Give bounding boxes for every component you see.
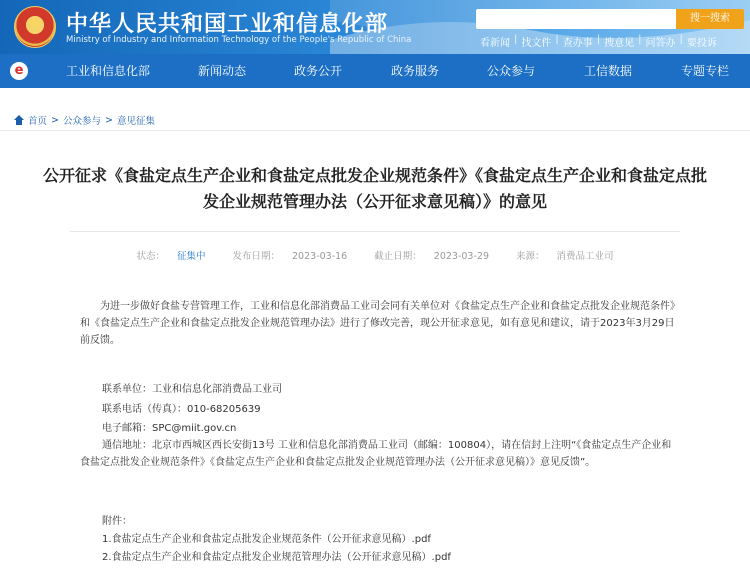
divider [0, 130, 750, 131]
search-input[interactable] [476, 9, 676, 29]
status-badge: 征集中 [176, 251, 206, 262]
site-title-english: Ministry of Industry and Information Technology of the People's Republic of China [66, 35, 412, 45]
separator: | [555, 34, 559, 45]
deadline-label: 截止日期： [374, 251, 422, 262]
nav-item-gov-info[interactable]: 政务公开 [294, 64, 343, 78]
publish-date: 2023-03-16 [292, 251, 348, 262]
main-nav [0, 54, 750, 88]
divider [70, 231, 680, 232]
quicklink-complaint[interactable]: 要投诉 [686, 38, 717, 49]
breadcrumb-separator: > [105, 114, 113, 126]
separator: | [514, 34, 518, 45]
intro-paragraph: 为进一步做好食盐专营管理工作，工业和信息化部消费品工业司会同有关单位对《食盐定点生产企业和食盐定点批发企业规范条件》和《食盐定点生产企业和食盐定点批发企业规范管理办法》进行了修改完善，现公开征求意见，如有意见和建议，请于2023年3月29日前反馈。 [80, 301, 680, 346]
nav-item-data[interactable]: 工信数据 [584, 64, 633, 78]
mailing-address: 通信地址：北京市西城区西长安街13号 工业和信息化部消费品工业司（邮编：100804），请在信封上注明“《食盐定点生产企业和食盐定点批发企业规范条件》《食盐定点生产企业和食盐定点批发企业规范管理办法（公开征求意见稿）》意见反馈”。 [80, 440, 672, 468]
publish-label: 发布日期： [232, 251, 281, 262]
nav-item-news[interactable]: 新闻动态 [198, 64, 247, 78]
status-label: 状态： [136, 251, 165, 262]
site-title[interactable]: 中华人民共和国工业和信息化部 [66, 12, 389, 37]
deadline-date: 2023-03-29 [433, 251, 489, 262]
separator: | [596, 34, 601, 45]
nav-item-topics[interactable]: 专题专栏 [681, 64, 730, 78]
attachment-link[interactable]: 1.食盐定点生产企业和食盐定点批发企业规范条件（公开征求意见稿）.pdf [102, 534, 431, 545]
quick-links [476, 34, 721, 49]
search-button[interactable]: 搜一搜索 [676, 9, 744, 29]
quicklink-files[interactable]: 找文件 [521, 38, 552, 49]
e-logo-icon[interactable]: e [10, 62, 28, 80]
nav-item-gov-service[interactable]: 政务服务 [391, 64, 440, 78]
breadcrumb-public-participation[interactable]: 公众参与 [62, 116, 101, 127]
quicklink-services[interactable]: 查办事 [562, 38, 593, 49]
source-label: 来源： [516, 251, 545, 262]
national-emblem-icon[interactable]: ★ [14, 6, 56, 48]
attachments-label: 附件： [102, 516, 132, 527]
quicklink-news[interactable]: 看新闻 [480, 38, 510, 49]
contact-unit: 联系单位：工业和信息化部消费品工业司 [102, 384, 282, 395]
nav-item-public-participation[interactable]: 公众参与 [487, 64, 536, 78]
quicklink-qa[interactable]: 问答办 [645, 38, 676, 49]
breadcrumb-separator: > [51, 114, 59, 126]
article-title: 公开征求《食盐定点生产企业和食盐定点批发企业规范条件》《食盐定点生产企业和食盐定点批发企业规范管理办法（公开征求意见稿）》的意见 [42, 166, 707, 211]
home-icon [14, 115, 24, 125]
breadcrumb-home[interactable]: 首页 [28, 116, 48, 127]
separator: | [679, 34, 683, 45]
attachment-link[interactable]: 2.食盐定点生产企业和食盐定点批发企业规范管理办法（公开征求意见稿）.pdf [102, 552, 451, 563]
nav-item-ministry[interactable]: 工业和信息化部 [66, 64, 151, 78]
breadcrumb-opinion-collection[interactable]: 意见征集 [116, 116, 155, 127]
contact-email: 电子邮箱：SPC@miit.gov.cn [102, 423, 237, 434]
site-header [0, 0, 750, 54]
quicklink-opinions[interactable]: 搜意见 [604, 38, 635, 49]
separator: | [638, 34, 642, 45]
breadcrumb [14, 113, 155, 127]
contact-phone: 联系电话（传真）：010-68205639 [102, 404, 261, 415]
article-meta [0, 248, 750, 262]
source-value: 消费品工业司 [556, 251, 614, 262]
